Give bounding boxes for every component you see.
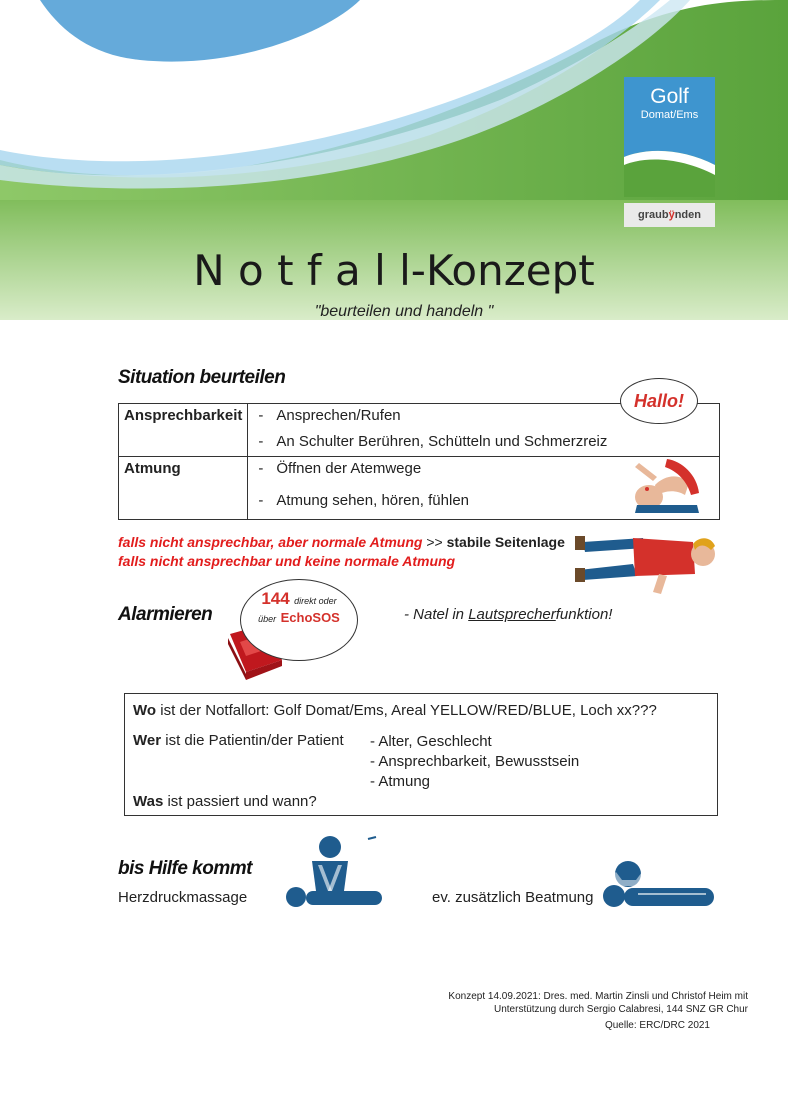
arrow-symbol: >> [426, 534, 443, 550]
page-subtitle: "beurteilen und handeln " [314, 303, 494, 320]
golf-logo [624, 77, 715, 197]
logo-subtitle: Domat/Ems [640, 109, 699, 121]
emergency-number: 144 [261, 589, 290, 608]
airway-check-illustration [627, 455, 707, 513]
via-label: über [258, 614, 277, 624]
list-item: - Atmung sehen, hören, fühlen [258, 492, 470, 509]
ventilation-label: ev. zusätzlich Beatmung [432, 889, 594, 906]
hallo-speech-bubble: Hallo! [620, 378, 698, 424]
logo-name: Golf [650, 85, 689, 108]
list-item: - Öffnen der Atemwege [258, 460, 422, 477]
recovery-position-text: stabile Seitenlage [446, 534, 565, 550]
row-label-responsiveness: Ansprechbarkeit [119, 404, 248, 457]
condition-line-2: falls nicht ansprechbar und keine normale Atmung [118, 553, 456, 569]
section-heading-help: bis Hilfe kommt [118, 858, 252, 879]
graubuenden-badge [624, 203, 715, 227]
rescue-breathing-illustration [598, 858, 718, 914]
list-item: - Ansprechen/Rufen [258, 407, 401, 424]
recovery-position-illustration [573, 530, 723, 600]
condition-1-text: falls nicht ansprechbar, aber normale Atmung [118, 534, 423, 550]
who-line: Wer ist die Patientin/der Patient [133, 732, 344, 749]
list-item: - Ansprechbarkeit, Bewusstsein [370, 753, 580, 770]
footer-source: Quelle: ERC/DRC 2021 [604, 1020, 710, 1031]
section-heading-alarm: Alarmieren [118, 604, 213, 625]
list-item: - Atmung [370, 773, 431, 790]
speakerphone-note: - Natel in Lautsprecherfunktion! [404, 606, 613, 623]
footer-credits [448, 990, 748, 1032]
row-label-breathing: Atmung [119, 457, 248, 520]
echosos-label: EchoSOS [280, 610, 340, 625]
page-title: N o t f a l l-Konzept [193, 246, 595, 295]
chest-compressions-label: Herzdruckmassage [118, 889, 248, 906]
list-item: - An Schulter Berühren, Schütteln und Schmerzreiz [258, 433, 608, 450]
what-line: Was ist passiert und wann? [133, 793, 317, 810]
footer-line-1: Konzept 14.09.2021: Dres. med. Martin Zinsli und Christof Heim mit [448, 991, 748, 1002]
where-line: Wo ist der Notfallort: Golf Domat/Ems, Areal YELLOW/RED/BLUE, Loch xx??? [133, 702, 657, 719]
list-item: - Alter, Geschlecht [370, 733, 492, 750]
chest-compression-illustration [284, 835, 384, 911]
patient-details-list [370, 732, 579, 792]
emergency-number-bubble [240, 579, 358, 661]
emergency-info-box [124, 693, 718, 816]
condition-line-1 [118, 534, 565, 550]
badge-text-post: nden [674, 209, 701, 221]
footer-line-2: Unterstützung durch Sergio Calabresi, 144 SNZ GR Chur [493, 1004, 748, 1015]
direct-label: direkt oder [294, 596, 337, 606]
speaker-underlined: Lautsprecher [468, 606, 556, 623]
badge-mark: ÿ [668, 209, 675, 221]
section-heading-assess: Situation beurteilen [118, 367, 286, 388]
badge-text-pre: graub [638, 209, 669, 221]
